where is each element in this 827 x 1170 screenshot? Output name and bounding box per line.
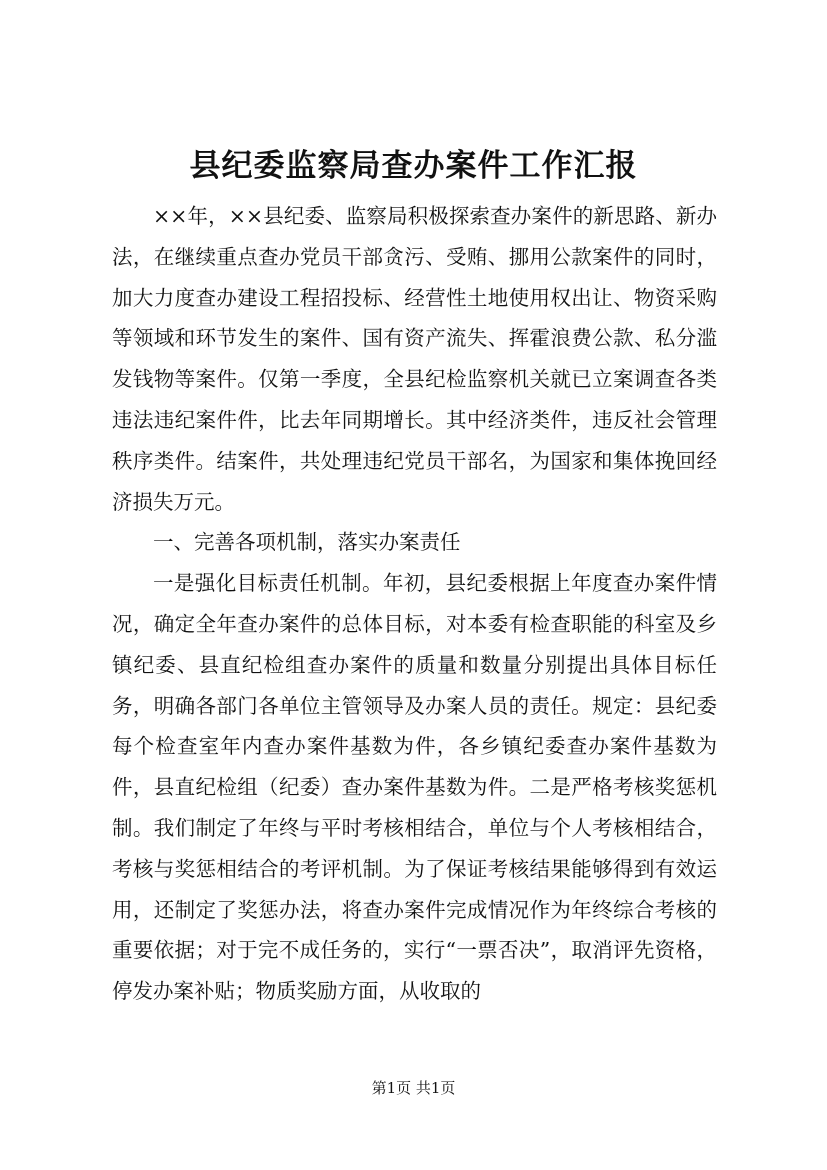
paragraph-mechanisms: 一是强化目标责任机制。年初，县纪委根据上年度查办案件情况，确定全年查办案件的总体目标，对本委有检查职能的科室及乡镇纪委、县直纪检组查办案件的质量和数量分别提出具体目标任务，明确各部门各单位主管领导及办案人员的责任。规定：县纪委每个检查室年内查办案件基数为件，各乡镇纪委查办案件基数为件，县直纪检组（纪委）查办案件基数为件。二是严格考核奖惩机制。我们制定了年终与平时考核相结合，单位与个人考核相结合，考核与奖惩相结合的考评机制。为了保证考核结果能够得到有效运用，还制定了奖惩办法，将查办案件完成情况作为年终综合考核的重要依据；对于完不成任务的，实行“一票否决”，取消评先资格，停发办案补贴；物质奖励方面，从收取的 [112, 571, 717, 1004]
section-heading-1: 一、完善各项机制，落实办案责任 [153, 530, 461, 555]
page-footer: 第1页 共1页 [371, 1079, 456, 1097]
document-body [112, 196, 717, 1012]
document-title: 县纪委监察局查办案件工作汇报 [189, 148, 638, 184]
paragraph-intro: ××年，××县纪委、监察局积极探索查办案件的新思路、新办法，在继续重点查办党员干部贪污、受贿、挪用公款案件的同时，加大力度查办建设工程招投标、经营性土地使用权出让、物资采购等领域和环节发生的案件、国有资产流失、挥霍浪费公款、私分滥发钱物等案件。仅第一季度，全县纪检监察机关就已立案调查各类违法违纪案件件，比去年同期增长。其中经济类件，违反社会管理秩序类件。结案件，共处理违纪党员干部名，为国家和集体挽回经济损失万元。 [112, 204, 717, 514]
